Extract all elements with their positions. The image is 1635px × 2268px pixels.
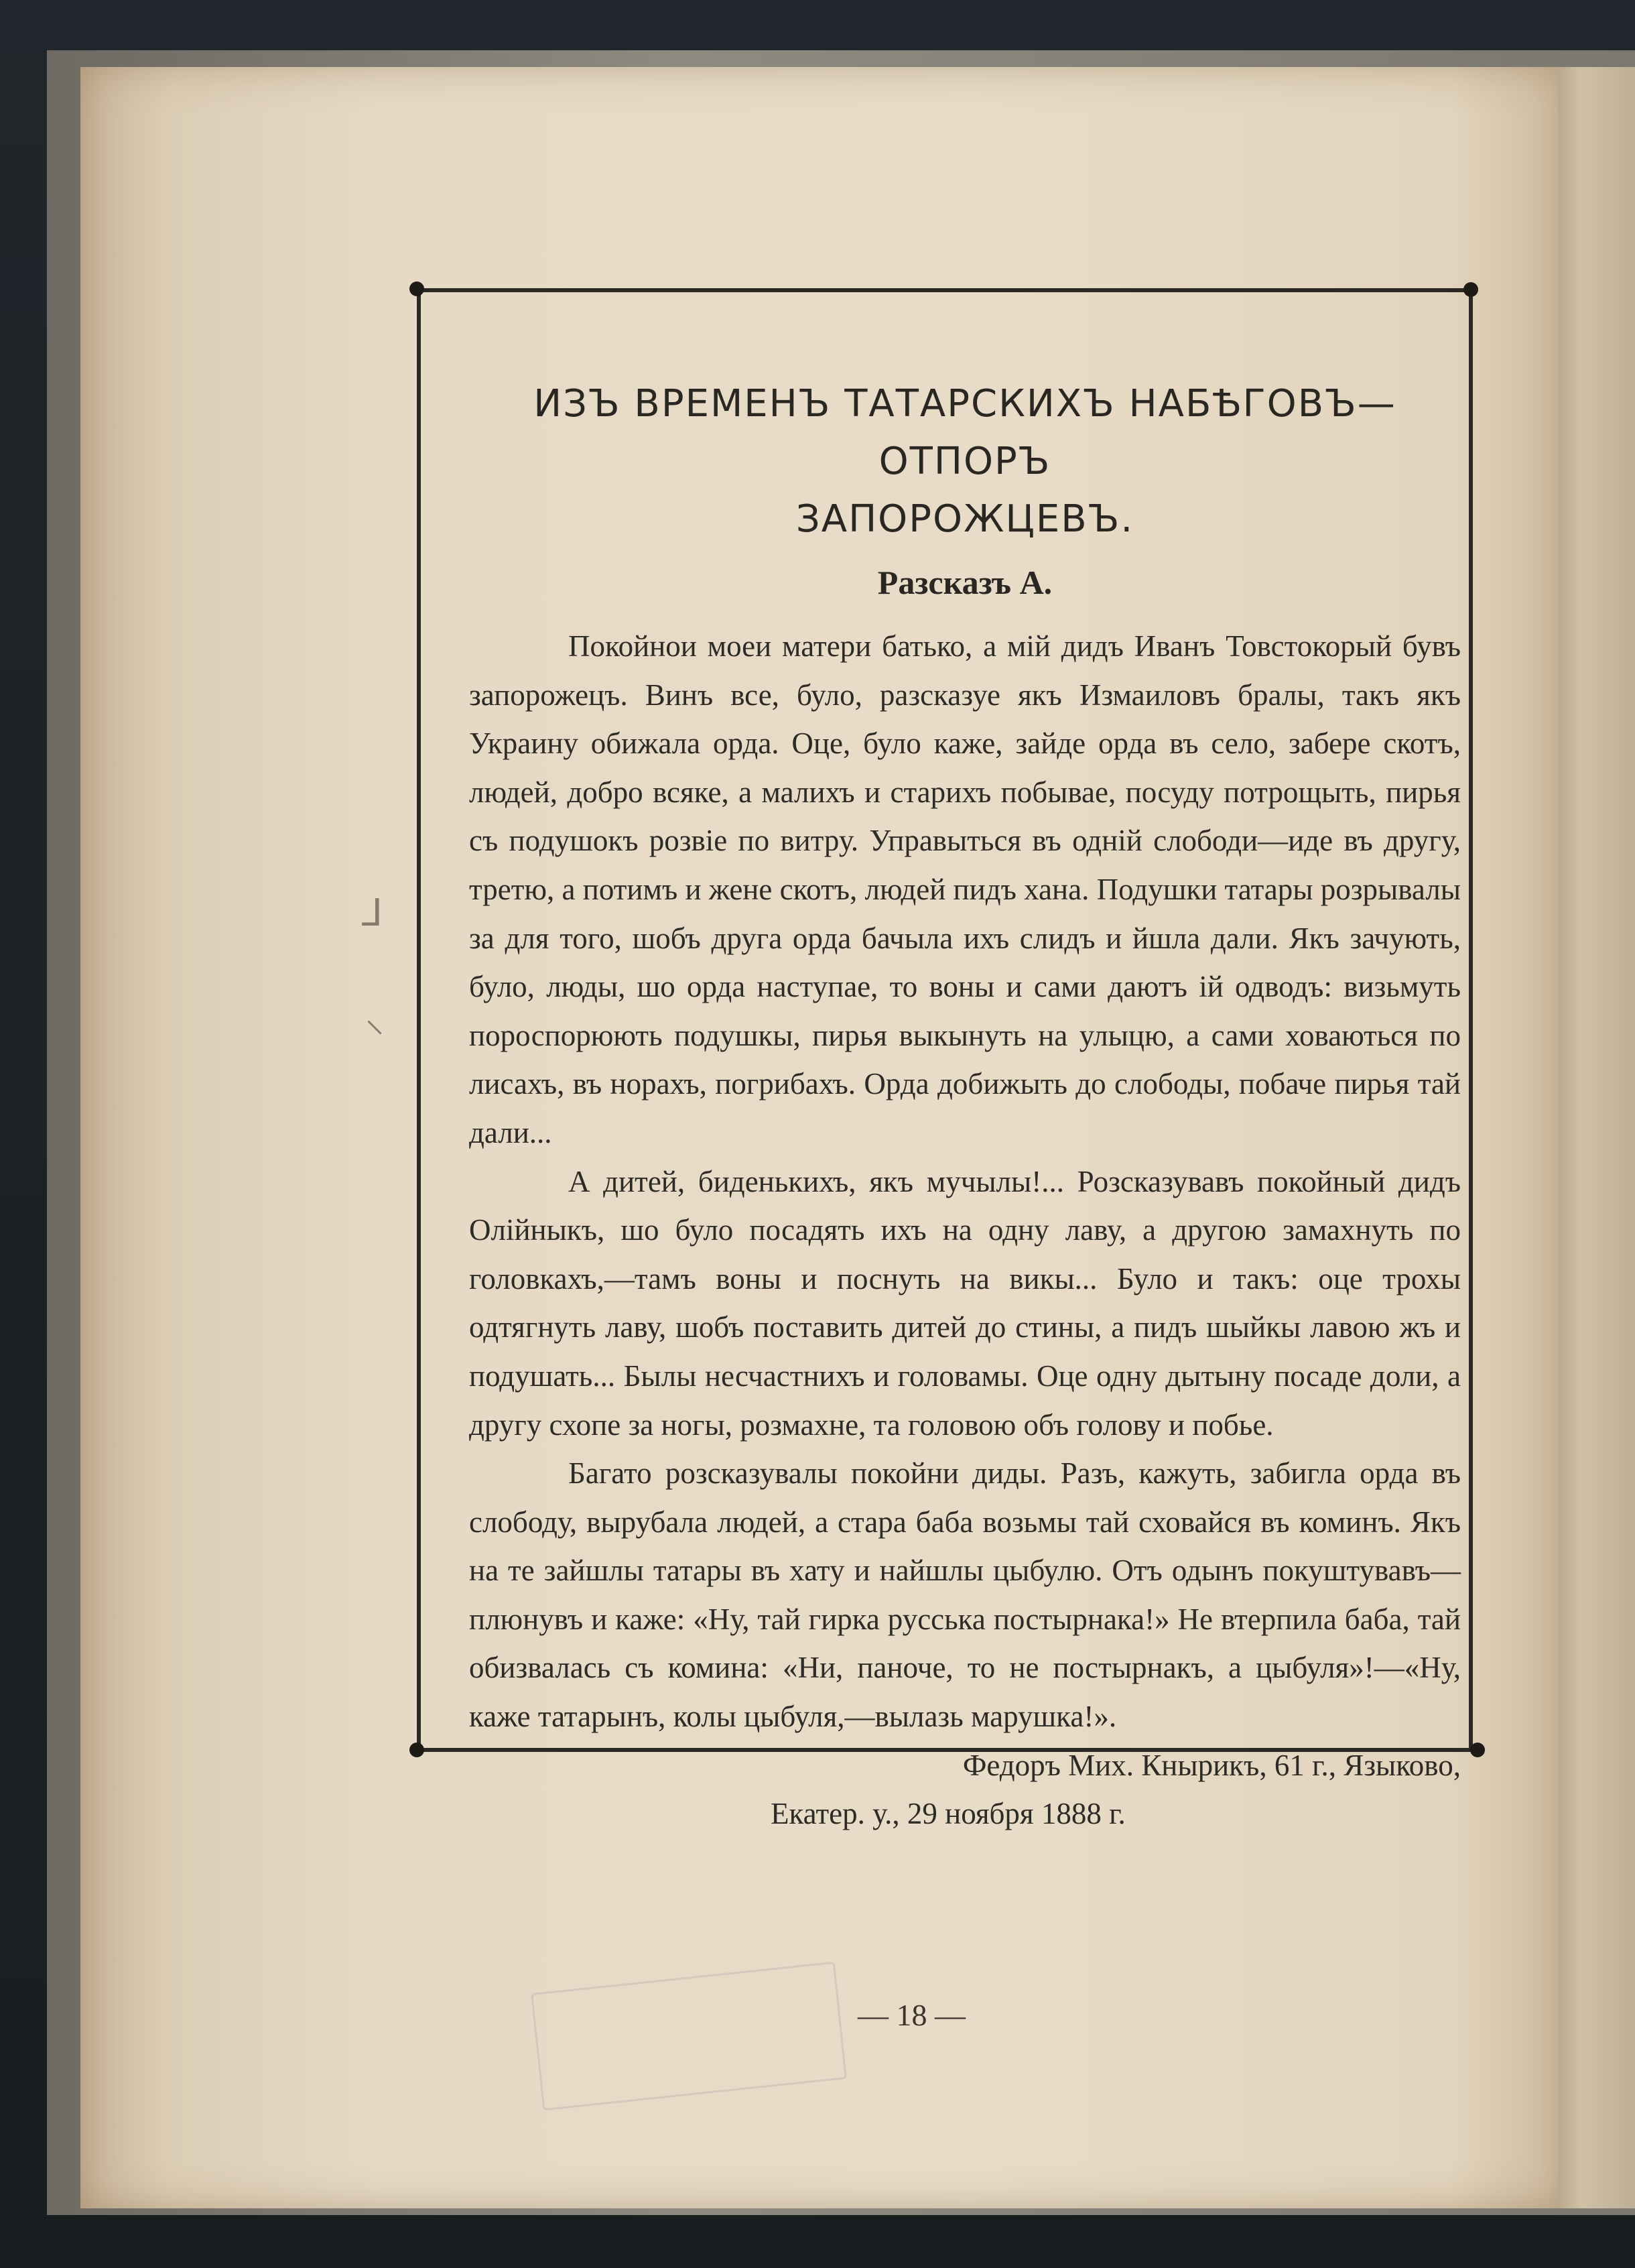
margin-pencil-mark: ⅃: [362, 891, 383, 935]
frame-left-rule: [417, 288, 421, 1749]
page-number: — 18 —: [858, 1998, 966, 2032]
paragraph-1: Покойнои моеи матери батько, а мій дидъ Иванъ Товстокорый бувъ запорожецъ. Винъ все, було, разсказуе якъ Измаиловъ бралы, такъ якъ Украину обижала орда. Оце, було каже, зайде орда въ село, забере скотъ, людей, добро всяке, а малихъ и старихъ побывае, посуду потрощыть, пирья съ подушокъ розвіе по витру. Управыться въ одній слободи—иде въ другу, третю, а потимъ и жене скотъ, людей пидъ хана. Подушки татары розрывалы за для того, шобъ друга орда бачыла ихъ слидъ и йшла дали. Якъ зачують, було, люды, шо орда наступае, то воны и сами даютъ ій одводъ: визьмуть пороспорюють подушкы, пирья выкынуть на улыцю, а сами ховаються по лисахъ, въ норахъ, погрибахъ. Орда добижыть до слободы, побаче пирья тай дали...: [469, 629, 1461, 1149]
article: [469, 362, 1461, 1838]
signature-line-1: Федоръ Мих. Кнырикъ, 61 г., Языково,: [962, 1748, 1461, 1782]
frame-corner-ornament: [1463, 282, 1478, 297]
title-line-1: ИЗЪ ВРЕМЕНЪ ТАТАРСКИХЪ НАБѢГОВЪ—ОТПОРЪ: [533, 382, 1396, 483]
frame-corner-ornament: [409, 1743, 424, 1757]
signature-line-2: Екатер. у., 29 ноября 1888 г.: [771, 1796, 1126, 1830]
article-subtitle: Разсказъ А.: [877, 564, 1053, 601]
frame-corner-ornament: [409, 281, 424, 296]
margin-pencil-mark: ⸜: [365, 997, 384, 1041]
title-line-2: ЗАПОРОЖЦЕВЪ.: [795, 497, 1134, 541]
page-edge-right: [1558, 67, 1635, 2208]
frame-right-rule: [1469, 288, 1473, 1749]
frame-top-rule: [417, 288, 1473, 292]
paragraph-2: А дитей, биденькихъ, якъ мучылы!... Розсказувавъ покойный дидъ Олійныкъ, шо було посадять ихъ на одну лаву, а другою замахнуть по головкахъ,—тамъ воны и поснуть на викы... Було и такъ: оце трохы одтягнуть лаву, шобъ поставить дитей до стины, а пидъ шыйкы лавою жъ и подушать... Былы несчастнихъ и головамы. Оце одну дытыну посаде доли, а другу схопе за ногы, розмахне, та головою объ голову и побье.: [469, 1164, 1461, 1442]
article-title: [469, 375, 1461, 548]
paragraph-3: Багато розсказувалы покойни диды. Разъ, кажуть, забигла орда въ слободу, вырубала людей, а стара баба возьмы тай сховайся въ коминъ. Якъ на те зайшлы татары въ хату и найшлы цыбулю. Отъ одынъ покуштувавъ—плюнувъ и каже: «Ну, тай гирка русська постырнака!» Не втерпила баба, тай обизвалась съ комина: «Ни, паноче, то не постырнакъ, а цыбуля»!—«Ну, каже татарынъ, колы цыбуля,—вылазь марушка!».: [469, 1456, 1461, 1734]
frame-corner-ornament: [1470, 1743, 1485, 1757]
